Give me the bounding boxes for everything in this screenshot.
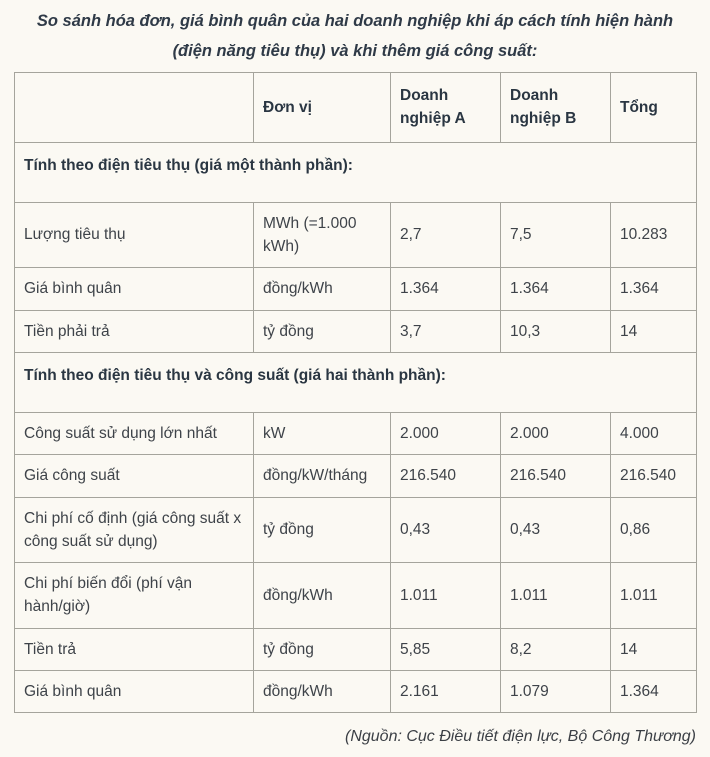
table-row [15, 497, 697, 563]
table-row [15, 563, 697, 629]
source-note: (Nguồn: Cục Điều tiết điện lực, Bộ Công Thương) [344, 728, 696, 746]
cell-unit: kW [254, 413, 391, 455]
section-title: Tính theo điện tiêu thụ (giá một thành phần): [15, 142, 697, 202]
cell-unit: tỷ đồng [254, 628, 391, 670]
cell-b: 0,43 [501, 497, 611, 563]
table-row [15, 310, 697, 352]
cell-total: 4.000 [611, 413, 697, 455]
cell-total: 14 [611, 628, 697, 670]
cell-a: 0,43 [391, 497, 501, 563]
table-row [15, 455, 697, 497]
cell-b: 8,2 [501, 628, 611, 670]
header-empty [15, 73, 254, 143]
table-row [15, 268, 697, 310]
cell-unit: đồng/kWh [254, 563, 391, 629]
cell-total: 0,86 [611, 497, 697, 563]
cell-unit: đồng/kWh [254, 268, 391, 310]
cell-b: 1.364 [501, 268, 611, 310]
table-body [15, 142, 697, 713]
cell-total: 14 [611, 310, 697, 352]
cell-a: 5,85 [391, 628, 501, 670]
cell-a: 2,7 [391, 202, 501, 268]
cell-b: 10,3 [501, 310, 611, 352]
cell-a: 2.161 [391, 670, 501, 712]
section-title: Tính theo điện tiêu thụ và công suất (giá hai thành phần): [15, 352, 697, 412]
header-business-b: Doanh nghiệp B [501, 73, 611, 143]
cell-unit: MWh (=1.000 kWh) [254, 202, 391, 268]
cell-label: Chi phí biến đổi (phí vận hành/giờ) [15, 563, 254, 629]
cell-unit: tỷ đồng [254, 310, 391, 352]
cell-b: 7,5 [501, 202, 611, 268]
cell-label: Tiền trả [15, 628, 254, 670]
cell-total: 1.364 [611, 268, 697, 310]
cell-label: Giá công suất [15, 455, 254, 497]
article-title: So sánh hóa đơn, giá bình quân của hai doanh nghiệp khi áp cách tính hiện hành (điện năng tiêu thụ) và khi thêm giá công suất: [36, 12, 674, 61]
cell-b: 1.079 [501, 670, 611, 712]
header-total: Tổng [611, 73, 697, 143]
header-business-a: Doanh nghiệp A [391, 73, 501, 143]
cell-total: 10.283 [611, 202, 697, 268]
section-row [15, 142, 697, 202]
cell-a: 2.000 [391, 413, 501, 455]
comparison-table [14, 72, 697, 713]
cell-label: Chi phí cố định (giá công suất x công suất sử dụng) [15, 497, 254, 563]
table-row [15, 202, 697, 268]
cell-a: 3,7 [391, 310, 501, 352]
cell-label: Lượng tiêu thụ [15, 202, 254, 268]
cell-total: 1.011 [611, 563, 697, 629]
cell-total: 1.364 [611, 670, 697, 712]
cell-label: Tiền phải trả [15, 310, 254, 352]
cell-total: 216.540 [611, 455, 697, 497]
cell-a: 1.364 [391, 268, 501, 310]
cell-a: 1.011 [391, 563, 501, 629]
cell-unit: tỷ đồng [254, 497, 391, 563]
cell-unit: đồng/kWh [254, 670, 391, 712]
cell-b: 1.011 [501, 563, 611, 629]
cell-label: Công suất sử dụng lớn nhất [15, 413, 254, 455]
header-row [15, 73, 697, 143]
cell-label: Giá bình quân [15, 268, 254, 310]
section-row [15, 352, 697, 412]
cell-b: 2.000 [501, 413, 611, 455]
cell-b: 216.540 [501, 455, 611, 497]
table-row [15, 670, 697, 712]
cell-a: 216.540 [391, 455, 501, 497]
cell-unit: đồng/kW/tháng [254, 455, 391, 497]
table-row [15, 628, 697, 670]
header-unit: Đơn vị [254, 73, 391, 143]
cell-label: Giá bình quân [15, 670, 254, 712]
table-row [15, 413, 697, 455]
